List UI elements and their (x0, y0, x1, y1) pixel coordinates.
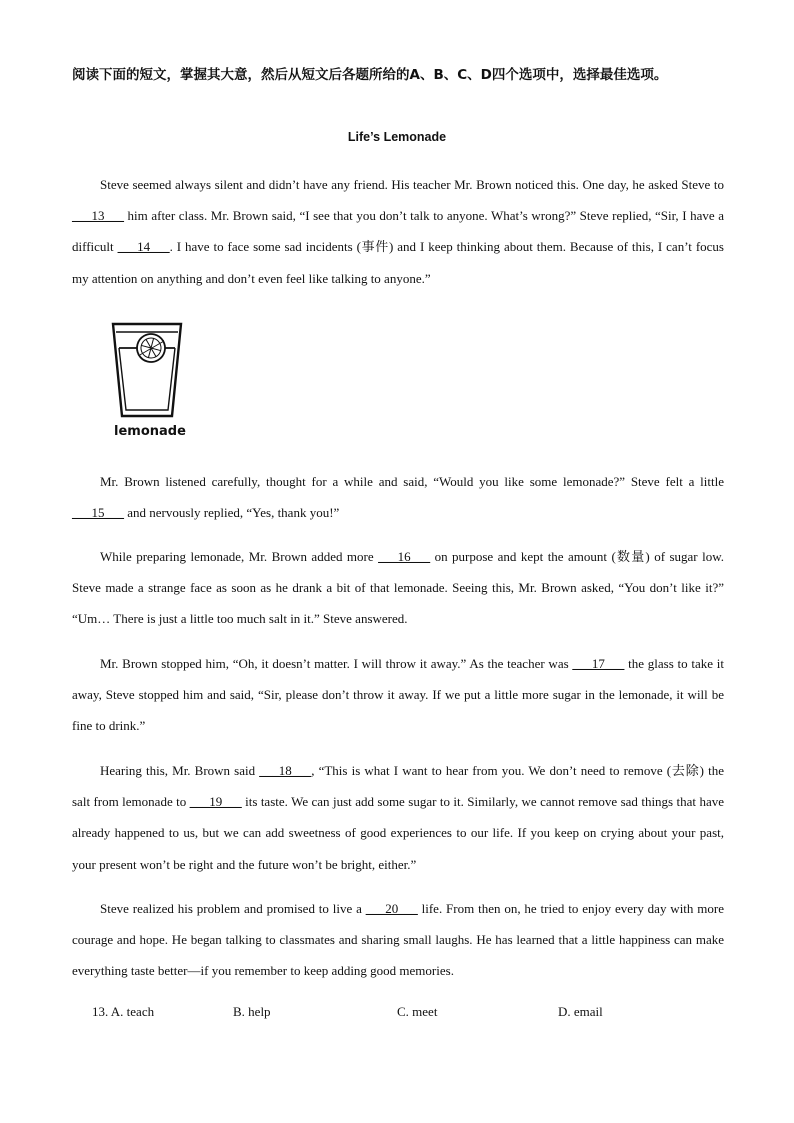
option-13-b: B. help (233, 1004, 271, 1019)
p2-text-1: Mr. Brown listened carefully, thought for a while and said, “Would you like some lemonade?” Steve felt a little (100, 474, 724, 489)
blank-20: ___20___ (365, 901, 418, 916)
blank-18: ___18___ (259, 763, 312, 778)
p5-text-3: its taste. We can just add some sugar to it. Similarly, we cannot remove sad things that have already happened to us, but we can add sweetness of good experiences to our life. If you keep on crying about your past, your present won’t be right and the future won’t be bright, either.” (72, 794, 724, 872)
p1-text-2: him after class. Mr. Brown said, “I see that you don’t talk to anyone. What’s wrong?” Steve replied, “Sir, I have a difficult (72, 208, 724, 255)
p3-text-1: While preparing lemonade, Mr. Brown added more (100, 549, 379, 564)
blank-15: ___15___ (72, 505, 124, 521)
p6-text-2: life. From then on, he tried to enjoy every day with more courage and hope. He began talking to classmates and sharing small laughs. He has learned that a little happiness can make everything taste better—if you remember to keep adding good memories. (72, 901, 724, 979)
option-13-a: 13. A. teach (92, 1004, 155, 1019)
p5-text-1: Hearing this, Mr. Brown said (100, 763, 260, 778)
blank-14: ___14___ (117, 239, 170, 255)
option-13-c: C. meet (397, 1004, 438, 1019)
figure-caption: lemonade (114, 424, 186, 439)
p1-text-3: . I have to face some sad incidents (事件) and I keep thinking about them. Because of this, I can’t focus my attention on anything and don’t even feel like talking to anyone.” (72, 239, 724, 286)
lemonade-glass-icon (110, 318, 184, 420)
question-13-options (72, 1004, 724, 1028)
paragraph-4 (72, 648, 724, 742)
lemonade-figure (106, 318, 188, 444)
p3-text-2: on purpose and kept the amount (数量) of sugar low. Steve made a strange face as soon as he drank a bit of that lemonade. Seeing this, Mr. Brown asked, “You don’t like it?” “Um… There is just a little too much salt in it.” Steve answered. (72, 549, 724, 627)
blank-19: ___19___ (189, 794, 242, 810)
p1-text-1: Steve seemed always silent and didn’t have any friend. His teacher Mr. Brown noticed this. One day, he asked Steve to (100, 177, 724, 192)
instruction-text: 阅读下面的短文，掌握其大意，然后从短文后各题所给的A、B、C、D四个选项中，选择最佳选项。 (72, 67, 668, 83)
p2-text-2: and nervously replied, “Yes, thank you!” (124, 505, 340, 521)
p5-text-2: , “This is what I want to hear from you. We don’t need to remove (去除) the salt from lemonade to (72, 763, 724, 810)
blank-13: ___13___ (72, 208, 124, 224)
paragraph-2 (72, 466, 724, 528)
paragraph-1 (72, 169, 724, 294)
p6-text-1: Steve realized his problem and promised to live a (100, 901, 366, 916)
p4-text-2: the glass to take it away, Steve stopped him and said, “Sir, please don’t throw it away. If we put a little more sugar in the lemonade, it will be fine to drink.” (72, 656, 724, 734)
option-13-d: D. email (558, 1004, 603, 1019)
blank-16: ___16___ (378, 549, 431, 564)
paragraph-3 (72, 541, 724, 635)
blank-17: ___17___ (572, 656, 625, 671)
passage-title: Life’s Lemonade (347, 130, 447, 144)
paragraph-6 (72, 893, 724, 987)
p4-text-1: Mr. Brown stopped him, “Oh, it doesn’t matter. I will throw it away.” As the teacher was (100, 656, 573, 671)
paragraph-5 (72, 755, 724, 880)
